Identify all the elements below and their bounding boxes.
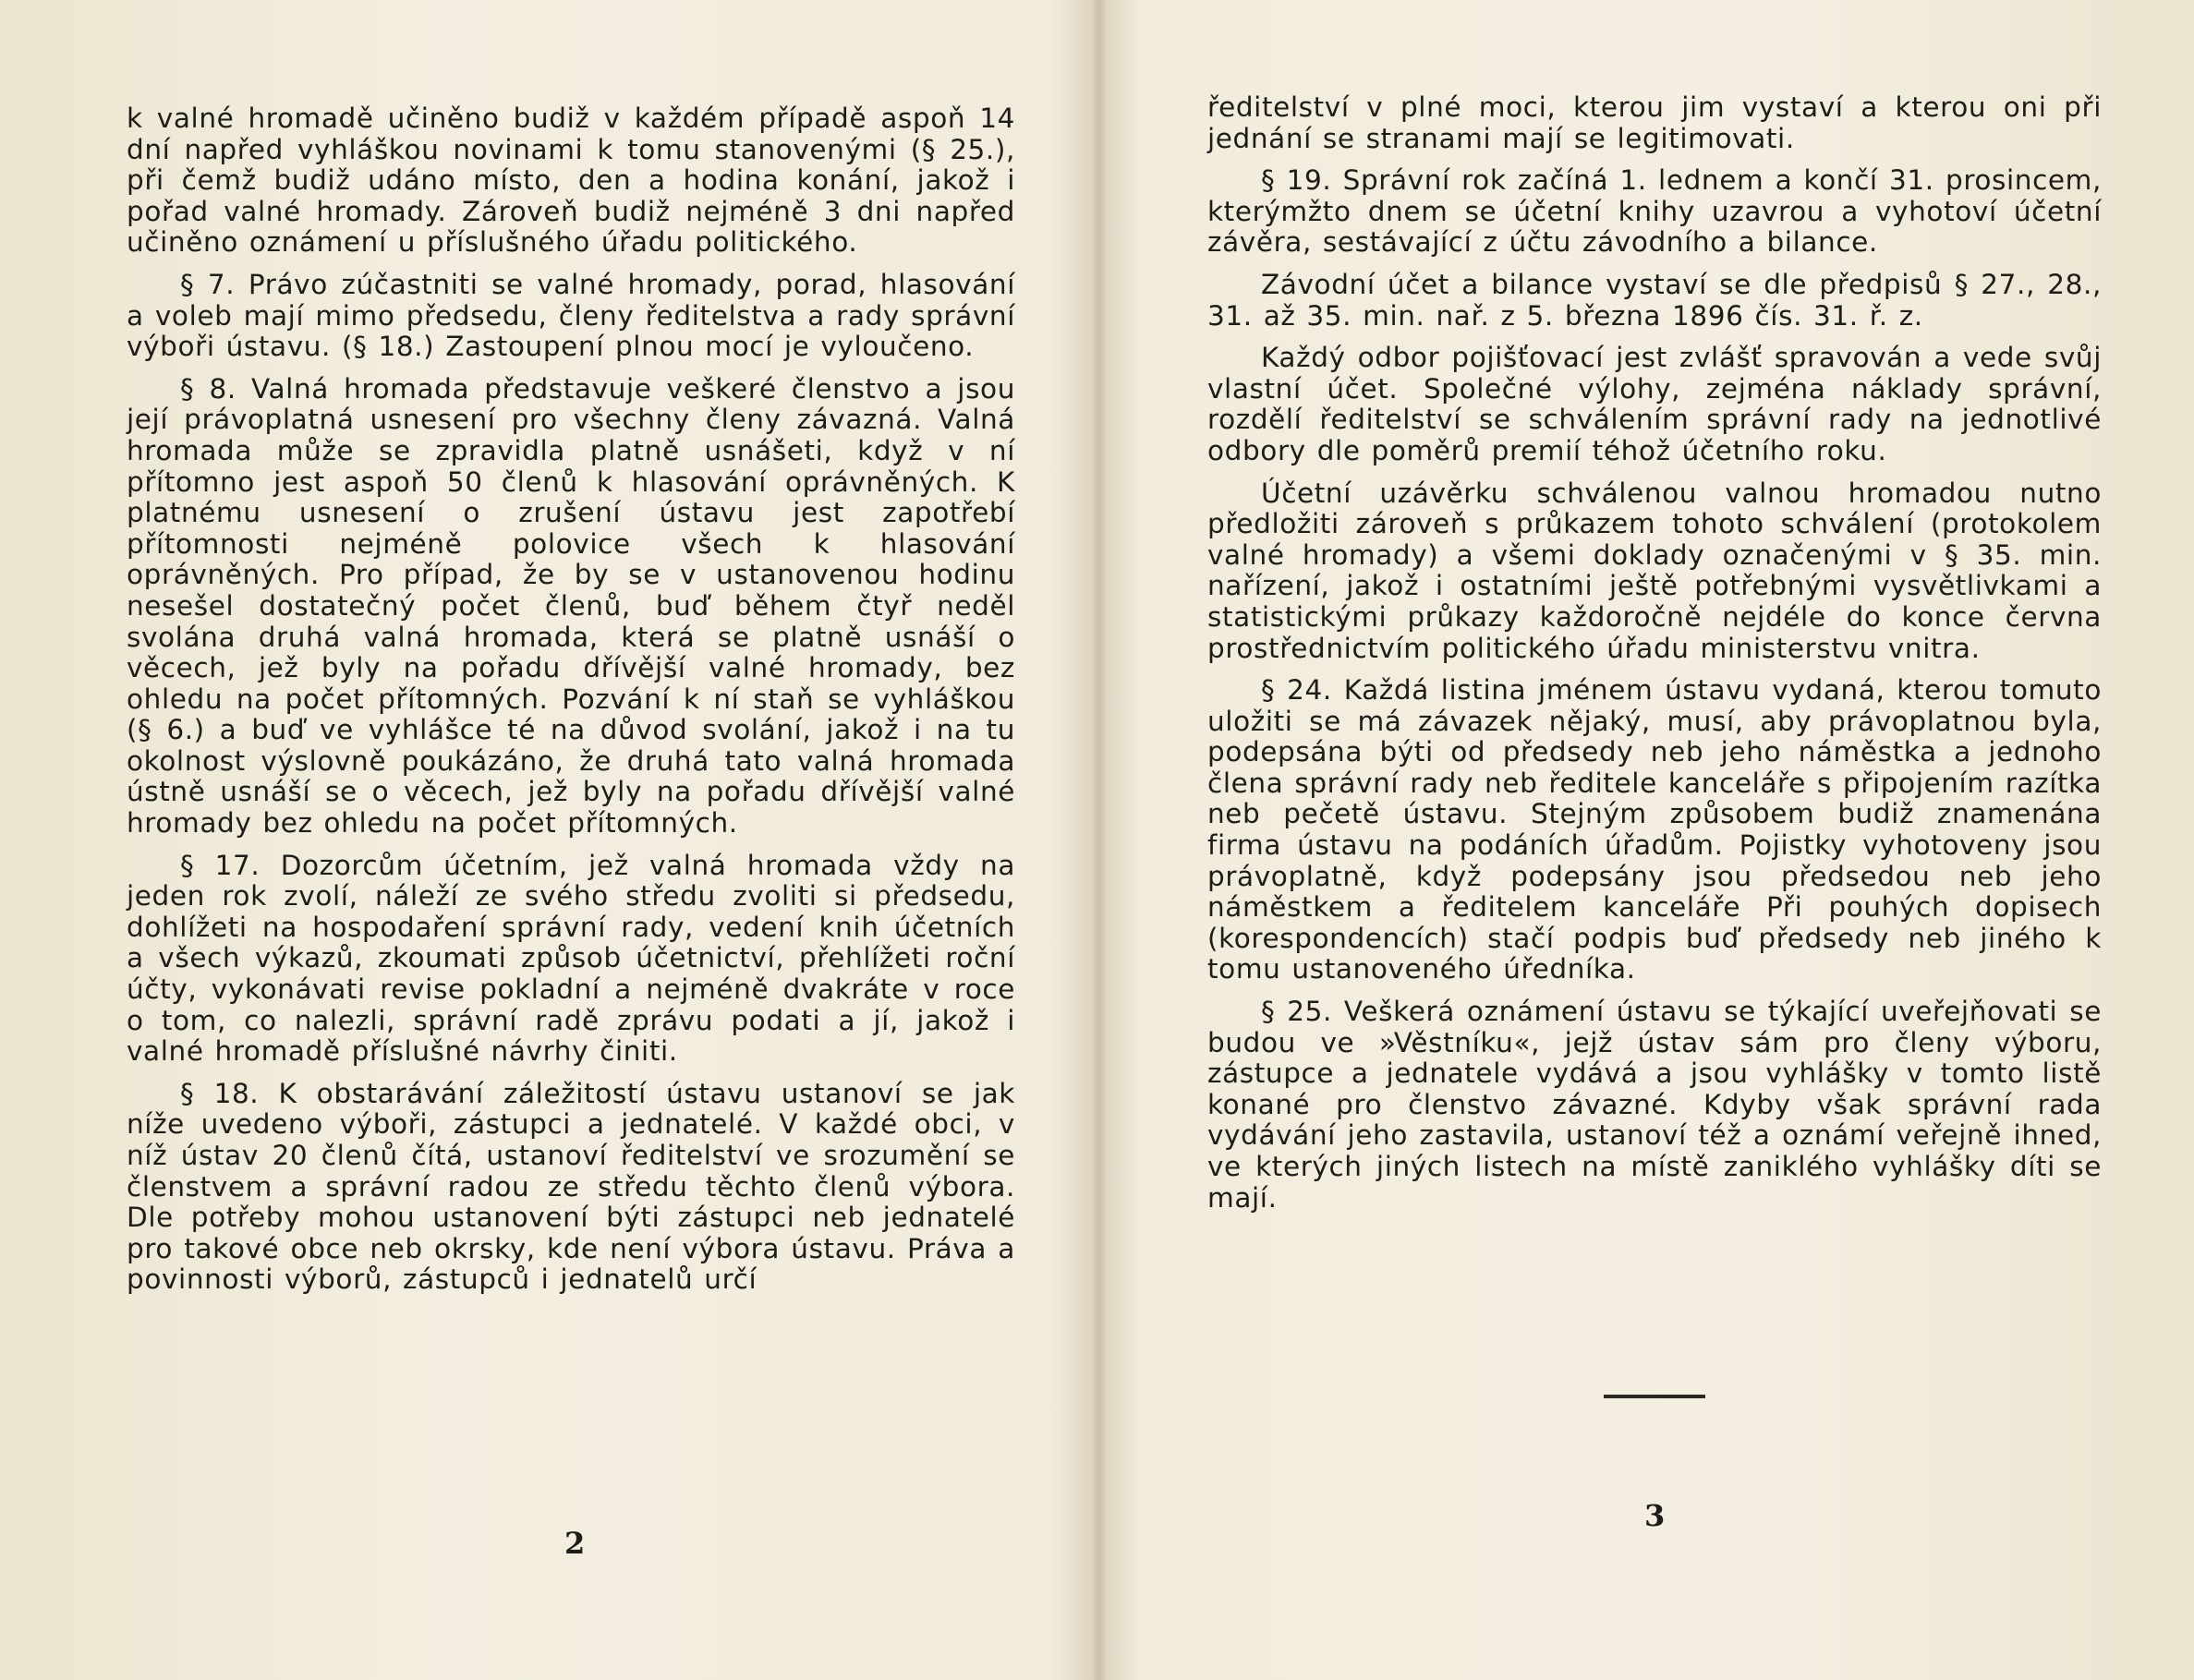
end-rule [1604, 1395, 1705, 1398]
left-paragraph-section-8: § 8. Valná hromada představuje veškeré členstvo a jsou její právoplatná usnesení pro všechny členy závazná. Valná hromada může se zpravidla platně usnášeti, když v ní přítomno jest aspoň 50 členů k hlasování oprávněných. K platnému usnesení o zrušení ústavu jest zapotřebí přítomnosti nejméně polovice všech k hlasování oprávněných. Pro případ, že by se v ustanovenou hodinu nesešel dostatečný počet členů, buď během čtyř neděl svolána druhá valná hromada, která se platně usnáší o věcech, jež byly na pořadu dřívější valné hromady, bez ohledu na počet přítomných. Pozvání k ní staň se vyhláškou (§ 6.) a buď ve vyhlášce té na důvod svolání, jakož i na tu okolnost výslovně poukázáno, že druhá tato valná hromada ústně usnáší se o věcech, jež byly na pořadu dřívější valné hromady bez ohledu na počet přítomných. [127, 372, 1015, 840]
right-paragraph-section-25: § 25. Veškerá oznámení ústavu se týkající uveřejňovati se budou ve »Věstníku«, jejž ústav sám pro členy výboru, zástupce a jednatele vydává a jsou vyhlášky v tomto listě konané pro členstvo závazné. Kdyby však správní rada vydávání jeho zastavila, ustanoví též a oznámí veřejně ihned, ve kterých jiných listech na místě zaniklého vyhlášky díti se mají. [1207, 996, 2102, 1214]
right-paragraph-branches: Každý odbor pojišťovací jest zvlášť spravován a vede svůj vlastní účet. Společné výlohy, zejména náklady správní, rozdělí ředitelství se schválením správní rady na jednotlivé odbory dle poměrů premií téhož účetního roku. [1207, 342, 2102, 466]
page-number-right: 3 [1644, 1498, 1666, 1533]
right-paragraph-accounts: Závodní účet a bilance vystaví se dle předpisů § 27., 28., 31. až 35. min. nař. z 5. března 1896 čís. 31. ř. z. [1207, 268, 2102, 332]
right-paragraph: ředitelství v plné moci, kterou jim vystaví a kterou oni při jednání se stranami mají se legitimovati. [1207, 91, 2102, 154]
right-page [1097, 0, 2194, 1680]
left-paragraph-section-7: § 7. Právo zúčastniti se valné hromady, porad, hlasování a voleb mají mimo předsedu, členy ředitelstva a rady správní výboři ústavu. (§ 18.) Zastoupení plnou mocí je vyloučeno. [127, 268, 1015, 363]
left-paragraph: k valné hromadě učiněno budiž v každém případě aspoň 14 dní napřed vyhláškou novinami k tomu stanovenými (§ 25.), při čemž budiž udáno místo, den a hodina konání, jakož i pořad valné hromady. Zároveň budiž nejméně 3 dni napřed učiněno oznámení u příslušného úřadu politického. [127, 103, 1015, 259]
left-paragraph-section-17: § 17. Dozorcům účetním, jež valná hromada vždy na jeden rok zvolí, náleží ze svého středu zvoliti si předsedu, dohlížeti na hospodaření správní rady, vedení knih účetních a všech výkazů, zkoumati způsob účetnictví, přehlížeti roční účty, vykonávati revise pokladní a nejméně dvakráte v roce o tom, co nalezli, správní radě zprávu podati a jí, jakož i valné hromadě příslušné návrhy činiti. [127, 849, 1015, 1068]
right-paragraph-section-19: § 19. Správní rok začíná 1. lednem a končí 31. prosincem, kterýmžto dnem se účetní knihy uzavrou a vyhotoví účetní závěra, sestávající z účtu závodního a bilance. [1207, 164, 2102, 259]
page-number-left: 2 [564, 1526, 586, 1561]
left-paragraph-section-18: § 18. K obstarávání záležitostí ústavu ustanoví se jak níže uvedeno výboři, zástupci a jednatelé. V každé obci, v níž ústav 20 členů čítá, ustanoví ředitelství ve srozumění se členstvem a správní radou ze středu těchto členů výbora. Dle potřeby mohou ustanovení býti zástupci neb jednatelé pro takové obce neb okrsky, kde není výbora ústavu. Práva a povinnosti výborů, zástupců i jednatelů určí [127, 1077, 1015, 1296]
right-paragraph-section-24: § 24. Každá listina jménem ústavu vydaná, kterou tomuto uložiti se má závazek nějaký, musí, aby právoplatnou byla, podepsána býti od předsedy neb jeho náměstka a jednoho člena správní rady neb ředitele kanceláře s připojením razítka neb pečetě ústavu. Stejným způsobem budiž znamenána firma ústavu na podáních úřadům. Pojistky vyhotoveny jsou právoplatně, když podepsány jsou předsedou neb jeho náměstkem a ředitelem kanceláře Při pouhých dopisech (korespondencích) stačí podpis buď předsedy neb jiného k tomu ustanoveného úředníka. [1207, 674, 2102, 985]
right-text-column [1207, 92, 2102, 1225]
left-text-column [127, 103, 1015, 1307]
right-paragraph-closing: Účetní uzávěrku schválenou valnou hromadou nutno předložiti zároveň s průkazem tohoto schválení (protokolem valné hromady) a všemi doklady označenými v § 35. min. nařízení, jakož i ostatními ještě potřebnými vysvětlivkami a statistickými průkazy každoročně nejdéle do konce června prostřednictvím politického úřadu ministerstvu vnitra. [1207, 477, 2102, 664]
